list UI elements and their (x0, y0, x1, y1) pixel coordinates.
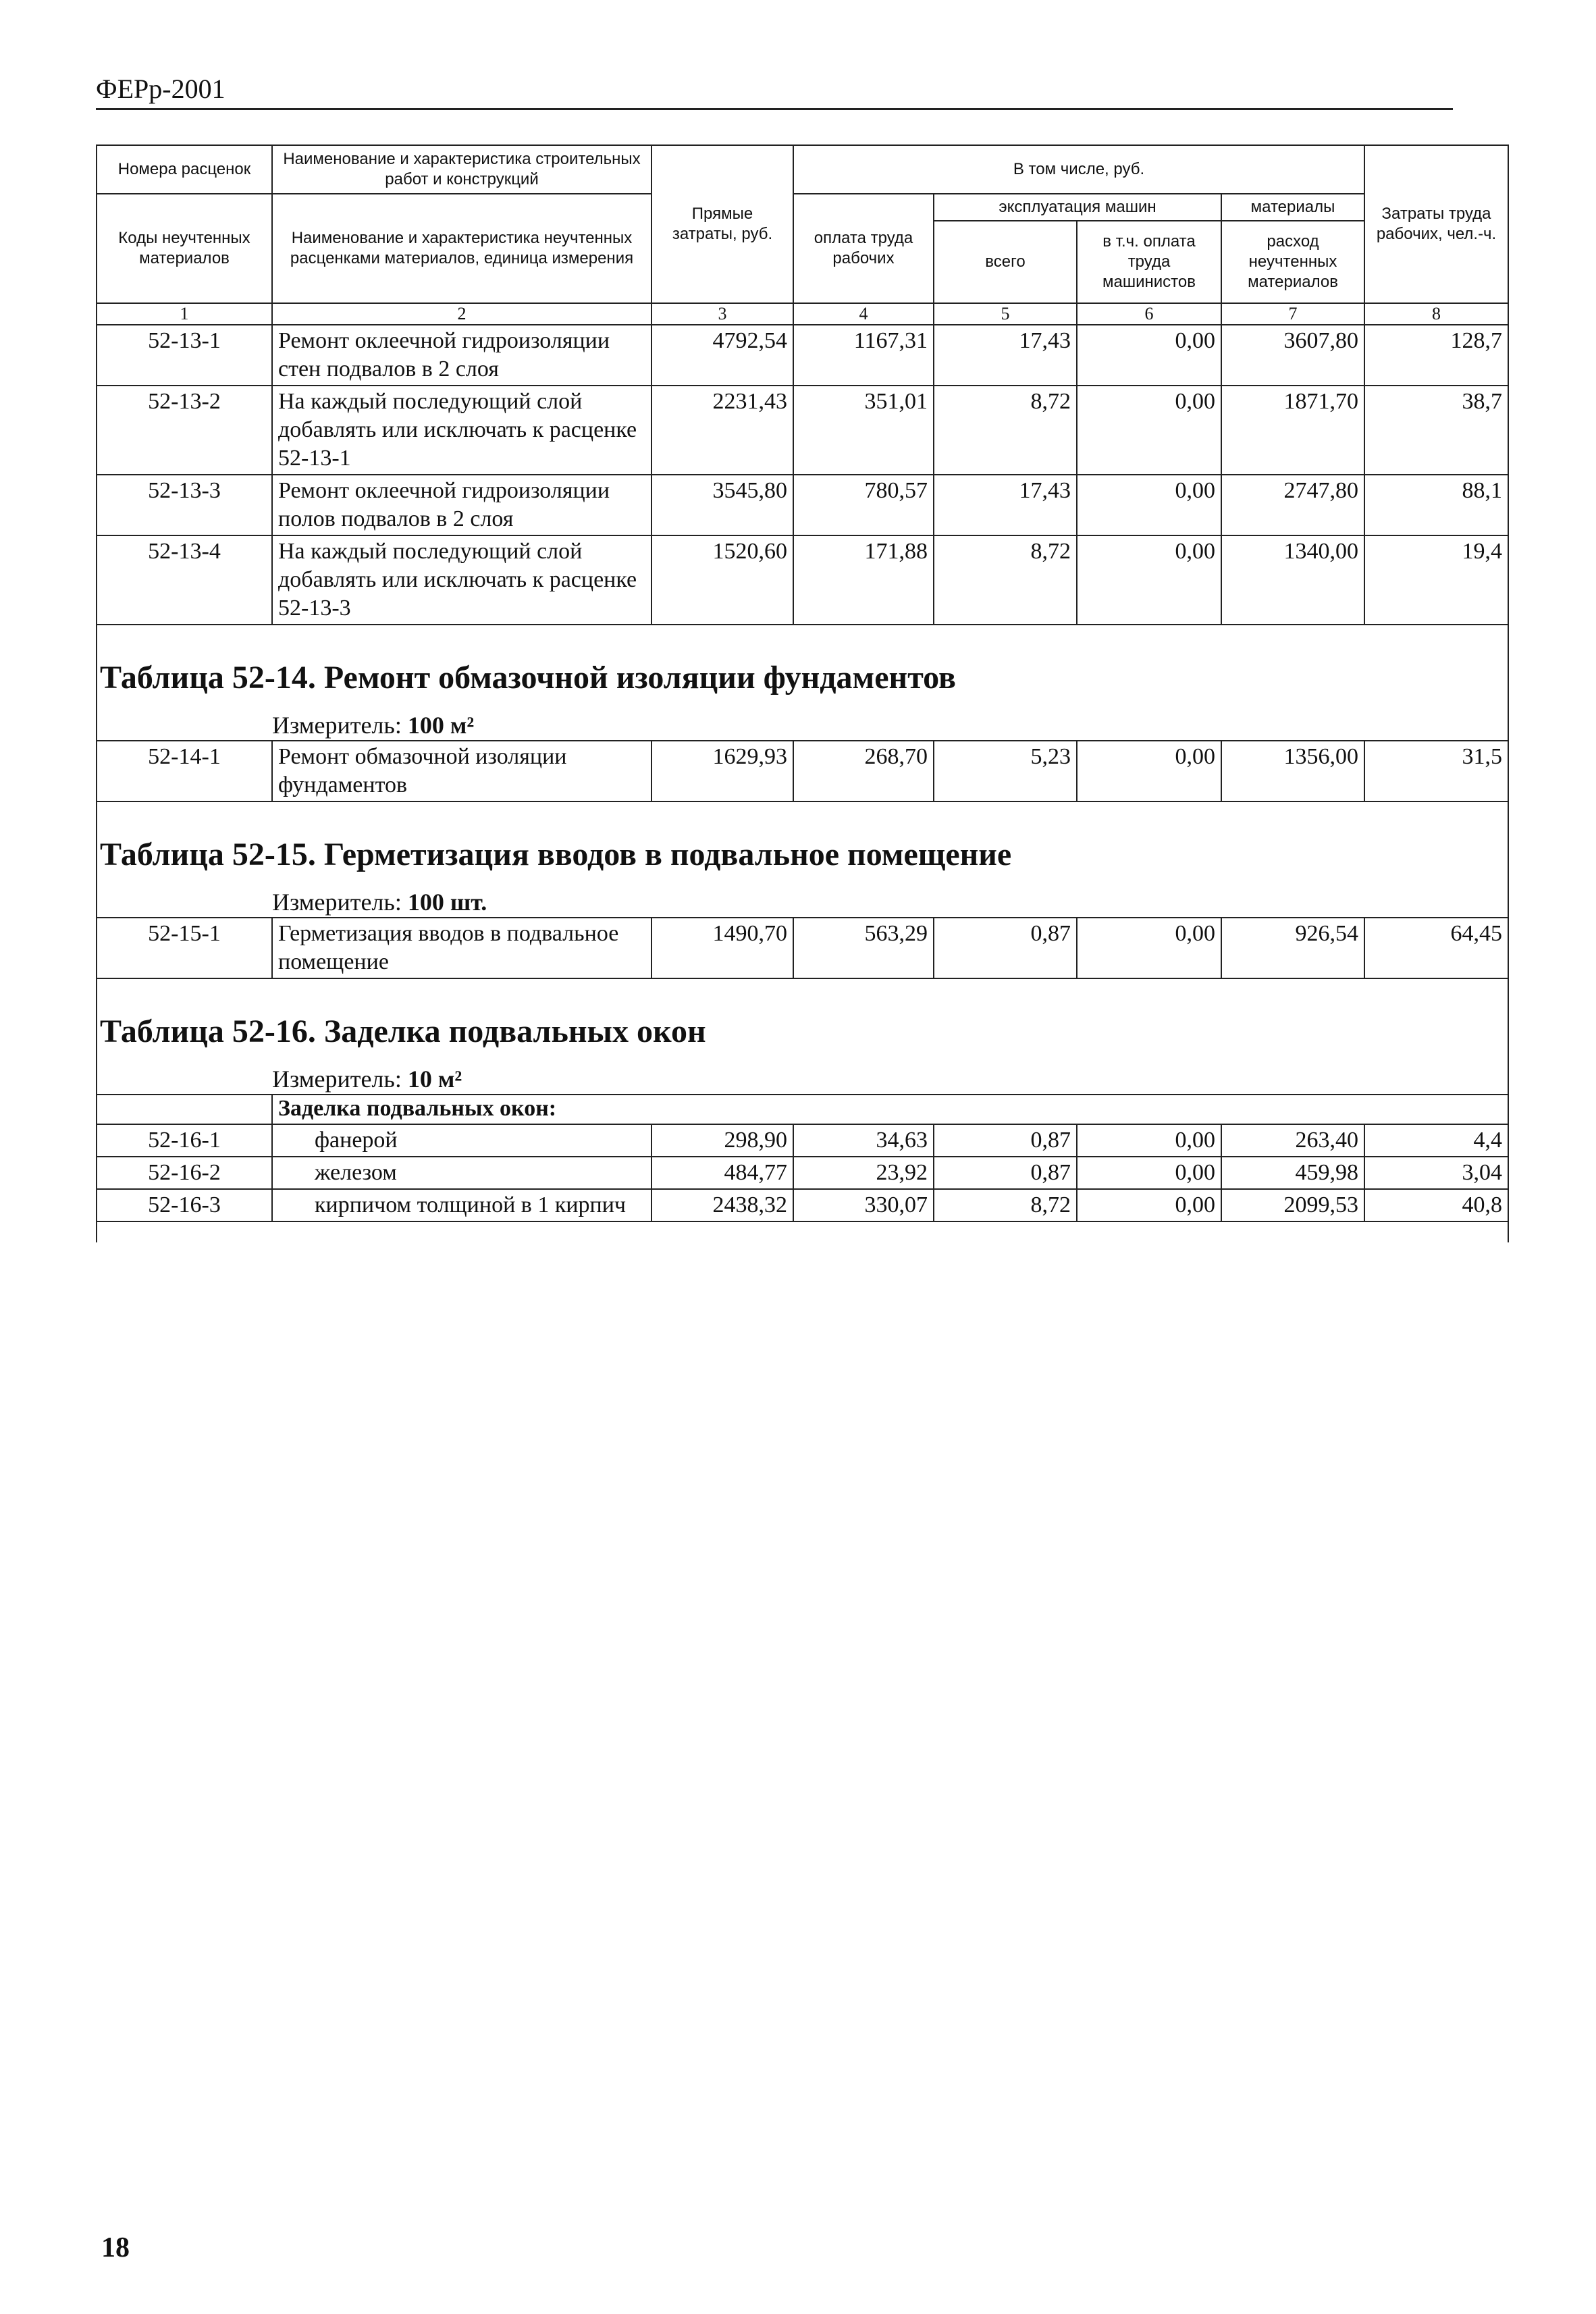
column-number-row (97, 303, 1508, 325)
rate-name: кирпичом толщиной в 1 кирпич (272, 1189, 651, 1221)
machinist-pay: 0,00 (1077, 1189, 1221, 1221)
machinist-pay: 0,00 (1077, 1124, 1221, 1157)
machines-total: 0,87 (934, 1157, 1077, 1189)
section-title-row (97, 1010, 1508, 1051)
table-row (97, 741, 1508, 801)
direct-cost: 1520,60 (651, 535, 793, 625)
labor-hours: 19,4 (1364, 535, 1508, 625)
labor-hours: 3,04 (1364, 1157, 1508, 1189)
unit-label: Измеритель: (272, 1066, 402, 1093)
column-number: 6 (1077, 303, 1221, 325)
column-number: 1 (97, 303, 272, 325)
unit-row (97, 874, 1508, 918)
header-row-2 (97, 194, 1508, 221)
col-machines-total-header: всего (934, 221, 1077, 303)
materials-cost: 263,40 (1221, 1124, 1364, 1157)
table-row (97, 1157, 1508, 1189)
rate-code: 52-16-1 (97, 1124, 272, 1157)
col-material-name-header: Наименование и характеристика неучтенных расценками материалов, единица измерения (272, 194, 651, 303)
machinist-pay: 0,00 (1077, 535, 1221, 625)
materials-cost: 1356,00 (1221, 741, 1364, 801)
rate-name: На каждый последующий слой добавлять или исключать к расценке 52-13-1 (272, 386, 651, 475)
column-number: 4 (793, 303, 934, 325)
column-number: 3 (651, 303, 793, 325)
rate-name: На каждый последующий слой добавлять или исключать к расценке 52-13-3 (272, 535, 651, 625)
rate-code: 52-16-2 (97, 1157, 272, 1189)
col-machines-header: эксплуатация машин (934, 194, 1221, 221)
labor-hours: 31,5 (1364, 741, 1508, 801)
table-tail (97, 1221, 1508, 1242)
rate-name: Ремонт оклеечной гидроизоляции стен подвалов в 2 слоя (272, 325, 651, 386)
column-number: 2 (272, 303, 651, 325)
rate-code: 52-14-1 (97, 741, 272, 801)
worker-pay: 34,63 (793, 1124, 934, 1157)
rate-name: железом (272, 1157, 651, 1189)
machinist-pay: 0,00 (1077, 741, 1221, 801)
machinist-pay: 0,00 (1077, 325, 1221, 386)
rate-code: 52-15-1 (97, 918, 272, 978)
worker-pay: 563,29 (793, 918, 934, 978)
direct-cost: 3545,80 (651, 475, 793, 535)
machinist-pay: 0,00 (1077, 386, 1221, 475)
table-row (97, 535, 1508, 625)
machines-total: 8,72 (934, 386, 1077, 475)
rate-name: фанерой (272, 1124, 651, 1157)
labor-hours: 88,1 (1364, 475, 1508, 535)
direct-cost: 1629,93 (651, 741, 793, 801)
column-number: 8 (1364, 303, 1508, 325)
unit-value: 100 шт. (407, 889, 487, 916)
materials-cost: 2099,53 (1221, 1189, 1364, 1221)
machines-total: 0,87 (934, 918, 1077, 978)
section-gap (97, 978, 1508, 1010)
machinist-pay: 0,00 (1077, 918, 1221, 978)
table-row (97, 475, 1508, 535)
col-labor-hours-header: Затраты труда рабочих, чел.-ч. (1364, 145, 1508, 303)
unit-line (272, 1051, 1508, 1095)
machines-total: 8,72 (934, 1189, 1077, 1221)
table-row (97, 386, 1508, 475)
labor-hours: 128,7 (1364, 325, 1508, 386)
subheading-row (97, 1095, 1508, 1124)
labor-hours: 4,4 (1364, 1124, 1508, 1157)
unit-line (272, 697, 1508, 741)
column-number: 7 (1221, 303, 1364, 325)
machines-total: 8,72 (934, 535, 1077, 625)
rate-name: Ремонт обмазочной изоляции фундаментов (272, 741, 651, 801)
machinist-pay: 0,00 (1077, 1157, 1221, 1189)
rate-name: Ремонт оклеечной гидроизоляции полов подвалов в 2 слоя (272, 475, 651, 535)
page-header: ФЕРр-2001 (96, 74, 225, 104)
group-subheading: Заделка подвальных окон: (272, 1095, 1508, 1124)
col-machinist-pay-header: в т.ч. оплата труда машинистов (1077, 221, 1221, 303)
col-direct-cost-header: Прямые затраты, руб. (651, 145, 793, 303)
worker-pay: 780,57 (793, 475, 934, 535)
worker-pay: 1167,31 (793, 325, 934, 386)
col-worker-pay-header: оплата труда рабочих (793, 194, 934, 303)
direct-cost: 1490,70 (651, 918, 793, 978)
section-gap (97, 801, 1508, 833)
header-row-1 (97, 145, 1508, 194)
direct-cost: 298,90 (651, 1124, 793, 1157)
materials-cost: 459,98 (1221, 1157, 1364, 1189)
worker-pay: 23,92 (793, 1157, 934, 1189)
rate-code: 52-16-3 (97, 1189, 272, 1221)
worker-pay: 171,88 (793, 535, 934, 625)
rates-table (96, 144, 1509, 1242)
unit-value: 10 м² (407, 1066, 462, 1093)
labor-hours: 40,8 (1364, 1189, 1508, 1221)
unit-label: Измеритель: (272, 889, 402, 916)
machines-total: 0,87 (934, 1124, 1077, 1157)
table-row (97, 918, 1508, 978)
unit-row (97, 697, 1508, 741)
materials-cost: 1340,00 (1221, 535, 1364, 625)
worker-pay: 351,01 (793, 386, 934, 475)
table-row (97, 325, 1508, 386)
col-work-name-header: Наименование и характеристика строительных работ и конструкций (272, 145, 651, 194)
rate-code: 52-13-3 (97, 475, 272, 535)
col-material-consumption-header: расход неучтенных материалов (1221, 221, 1364, 303)
machinist-pay: 0,00 (1077, 475, 1221, 535)
section-title-row (97, 833, 1508, 874)
rate-code: 52-13-2 (97, 386, 272, 475)
table-row (97, 1189, 1508, 1221)
materials-cost: 1871,70 (1221, 386, 1364, 475)
table-row (97, 1124, 1508, 1157)
unit-row (97, 1051, 1508, 1095)
machines-total: 17,43 (934, 475, 1077, 535)
section-title-row (97, 656, 1508, 697)
materials-cost: 3607,80 (1221, 325, 1364, 386)
materials-cost: 926,54 (1221, 918, 1364, 978)
section-title: Таблица 52-14. Ремонт обмазочной изоляции фундаментов (97, 656, 1508, 697)
worker-pay: 330,07 (793, 1189, 934, 1221)
col-material-codes-header: Коды неучтенных материалов (97, 194, 272, 303)
header-rule (96, 108, 1453, 110)
section-gap (97, 625, 1508, 656)
col-materials-group-header: материалы (1221, 194, 1364, 221)
column-number: 5 (934, 303, 1077, 325)
materials-cost: 2747,80 (1221, 475, 1364, 535)
unit-label: Измеритель: (272, 712, 402, 739)
page-number: 18 (101, 2232, 130, 2263)
col-rate-number-header: Номера расценок (97, 145, 272, 194)
unit-value: 100 м² (407, 712, 475, 739)
labor-hours: 64,45 (1364, 918, 1508, 978)
direct-cost: 2231,43 (651, 386, 793, 475)
section-title: Таблица 52-15. Герметизация вводов в подвальное помещение (97, 833, 1508, 874)
machines-total: 17,43 (934, 325, 1077, 386)
direct-cost: 484,77 (651, 1157, 793, 1189)
direct-cost: 4792,54 (651, 325, 793, 386)
labor-hours: 38,7 (1364, 386, 1508, 475)
rate-name: Герметизация вводов в подвальное помещение (272, 918, 651, 978)
rate-code: 52-13-1 (97, 325, 272, 386)
section-title: Таблица 52-16. Заделка подвальных окон (97, 1010, 1508, 1051)
unit-line (272, 874, 1508, 918)
col-group-header: В том числе, руб. (793, 145, 1364, 194)
rate-code: 52-13-4 (97, 535, 272, 625)
worker-pay: 268,70 (793, 741, 934, 801)
direct-cost: 2438,32 (651, 1189, 793, 1221)
machines-total: 5,23 (934, 741, 1077, 801)
